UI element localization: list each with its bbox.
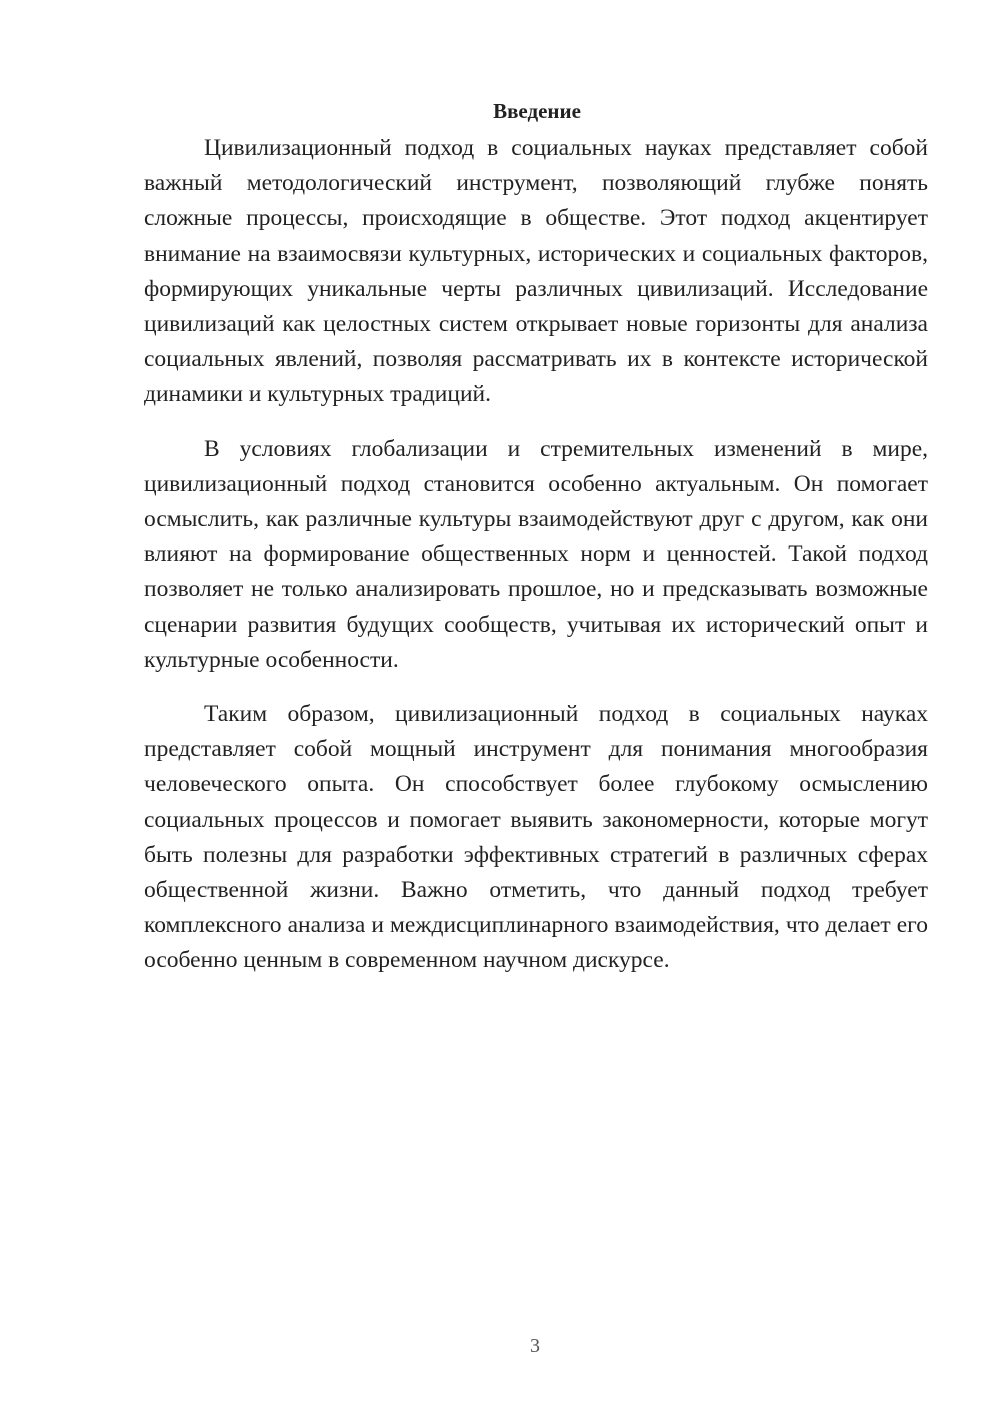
page-number: 3 xyxy=(530,1335,540,1357)
paragraph-2: В условиях глобализации и стремительных изменений в мире, цивилизационный подход становится особенно актуальным. Он помогает осмыслить, как различные культуры взаимодействуют друг с другом, как они влияют на формирование общественных норм и ценностей. Такой подход позволяет не только анализировать прошлое, но и предсказывать возможные сценарии развития будущих сообществ, учитывая их исторический опыт и культурные особенности. xyxy=(144,435,928,673)
section-heading: Введение xyxy=(493,99,581,123)
paragraph-1: Цивилизационный подход в социальных науках представляет собой важный методологический инструмент, позволяющий глубже понять сложные процессы, происходящие в обществе. Этот подход акцентирует внимание на взаимосвязи культурных, исторических и социальных факторов, формирующих уникальные черты различных цивилизаций. Исследование цивилизаций как целостных систем открывает новые горизонты для анализа социальных явлений, позволяя рассматривать их в контексте исторической динамики и культурных традиций. xyxy=(144,135,928,408)
paragraph-3: Таким образом, цивилизационный подход в социальных науках представляет собой мощный инструмент для понимания многообразия человеческого опыта. Он способствует более глубокому осмыслению социальных процессов и помогает выявить закономерности, которые могут быть полезны для разработки эффективных стратегий в различных сферах общественной жизни. Важно отметить, что данный подход требует комплексного анализа и междисциплинарного взаимодействия, что делает его особенно ценным в современном научном дискурсе. xyxy=(144,701,928,974)
page-content xyxy=(144,96,928,998)
